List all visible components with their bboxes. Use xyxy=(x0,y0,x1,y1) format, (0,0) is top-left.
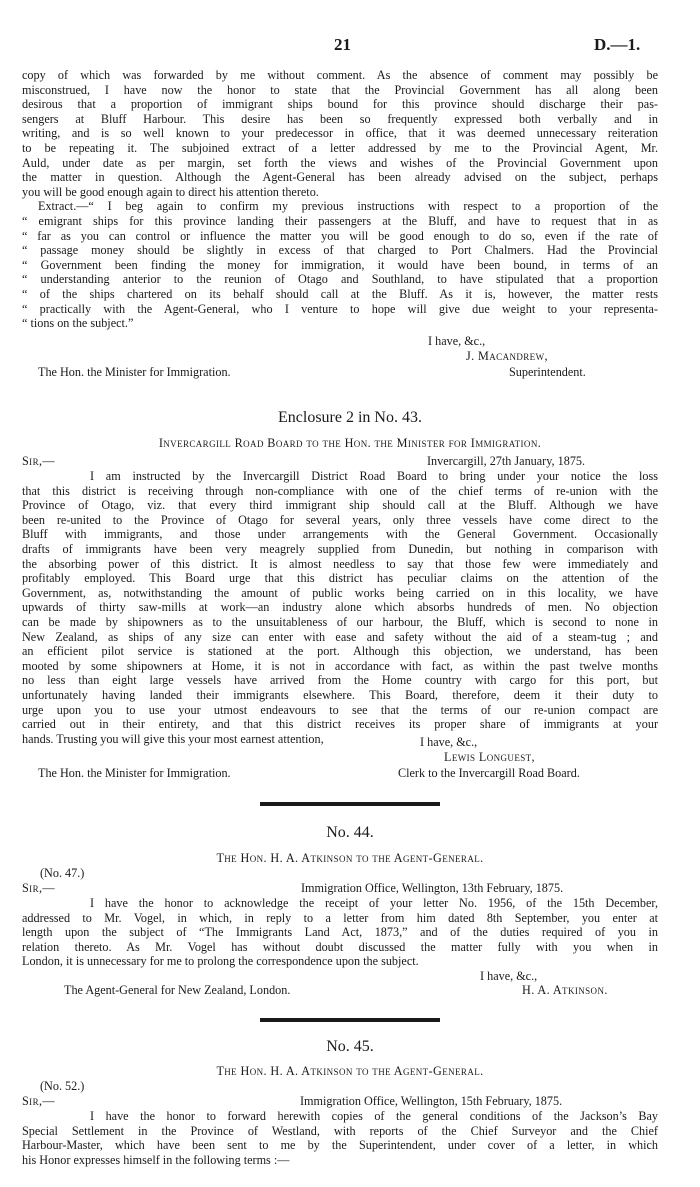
extract-line: Extract.—“ I beg again to confirm my previous instructions with respect to a proportion of the xyxy=(38,199,658,214)
section-divider xyxy=(260,1018,440,1022)
section-heading: No. 45. xyxy=(326,1038,374,1055)
text-line: no less than eight large vessels have arrived from the Home country with cargo for this port, but xyxy=(22,673,658,688)
section-subheading: The Hon. H. A. Atkinson to the Agent-General. xyxy=(216,851,484,865)
text-line: I am instructed by the Invercargill District Road Board to bring under your notice the loss xyxy=(90,469,658,483)
extract-line: “ of the ships chartered on its behalf should call at the Bluff. As it is, however, the matter rests xyxy=(22,286,658,301)
reference-number: (No. 52.) xyxy=(40,1079,85,1093)
text-line: writing, and is so well known to your predecessor in office, that it was deemed unnecessary reiteration xyxy=(22,126,658,141)
text-line: that this district is receiving through non-compliance with one of the chief terms of re-union with the xyxy=(22,483,658,498)
text-line: London, it is unnecessary for me to prolong the correspondence upon the subject. xyxy=(22,954,419,969)
closing: I have, &c., xyxy=(420,735,478,749)
text-line: New Zealand, as ships of any size can enter with ease and safety without the aid of a steam-tug ; and xyxy=(22,629,658,644)
text-line: to be repeating it. The subjoined extract of a letter addressed by me to the Provincial Agent, Mr. xyxy=(22,140,658,155)
text-line: profitably employed. This Board urge that this district has peculiar claims on the attention of the xyxy=(22,571,658,586)
text-line: I have the honor to forward herewith copies of the general conditions of the Jackson’s Bay xyxy=(90,1109,658,1123)
addressee: The Agent-General for New Zealand, London. xyxy=(64,983,291,997)
place-date: Immigration Office, Wellington, 15th February, 1875. xyxy=(300,1094,563,1108)
place-date: Immigration Office, Wellington, 13th February, 1875. xyxy=(301,881,564,895)
signatory-title: Superintendent. xyxy=(509,365,586,379)
letter-body xyxy=(22,1109,658,1167)
addressee: The Hon. the Minister for Immigration. xyxy=(38,766,231,780)
text-line: you will be good enough again to direct his attention thereto. xyxy=(22,184,319,199)
text-line: been re-united to the Province of Otago for several years, only three vessels have come direct to the xyxy=(22,512,658,527)
text-line: hands. Trusting you will give this your most earnest attention, xyxy=(22,731,324,746)
section-subheading: The Hon. H. A. Atkinson to the Agent-General. xyxy=(216,1064,484,1078)
text-line: his Honor expresses himself in the following terms :— xyxy=(22,1152,290,1167)
text-line: Auld, under date as per margin, set forth the views and wishes of the Provincial Government upon xyxy=(22,155,658,170)
section-heading: No. 44. xyxy=(326,824,374,841)
extract-line: “ far as you can control or influence the matter you will be good enough to do so, even if the rate of xyxy=(22,228,658,243)
text-line: Province of Otago, viz. that every third immigrant ship should call at the Bluff. Although we have xyxy=(22,498,658,513)
extract-line: “ tions on the subject.” xyxy=(22,316,134,331)
salutation: Sir,— xyxy=(22,881,56,895)
text-line: urge upon you to use your utmost endeavours to see that the terms of our re-union compact are xyxy=(22,702,658,717)
text-line: length upon the subject of “The Immigrants Land Act, 1873,” and of the duties required of you in xyxy=(22,925,658,940)
reference-number: (No. 47.) xyxy=(40,866,85,880)
text-line: carried out in their entirety, and that this district receives its proper share of immigrants at your xyxy=(22,717,658,732)
text-line: Harbour-Master, which have been sent to me by the Superintendent, under cover of a letter, in which xyxy=(22,1138,658,1153)
signature: Lewis Longuest, xyxy=(444,750,535,764)
closing: I have, &c., xyxy=(480,969,538,983)
extract-line: “ emigrant ships for this province landing their passengers at the Bluff, and have to request that in as xyxy=(22,213,658,228)
extract-line: “ Government been finding the money for immigration, it would have been bound, in terms of an xyxy=(22,257,658,272)
text-line: copy of which was forwarded by me without comment. As the absence of comment may possibly be xyxy=(22,68,658,82)
text-line: Bluff with immigrants, and those under arrangements with the General Government. Occasionally xyxy=(22,527,658,542)
text-line: an efficient pilot service is stationed at the port. Although this objection, we understand, has been xyxy=(22,644,658,659)
extract-line: “ understanding anterior to the reunion of Otago and Southland, to have stipulated that a proportion xyxy=(22,272,658,287)
text-line: unfortunately having landed their immigrants elsewhere. This Board, therefore, deem it their duty to xyxy=(22,687,658,702)
section-subheading: Invercargill Road Board to the Hon. the Minister for Immigration. xyxy=(158,436,542,450)
text-line: desirous that a proportion of immigrant ships bound for this province should discharge their pas- xyxy=(22,97,658,112)
letter-body xyxy=(22,68,658,331)
text-line: Government, as, notwithstanding the amount of public works being carried on in this locality, we have xyxy=(22,585,658,600)
signature: H. A. Atkinson. xyxy=(522,983,608,997)
salutation: Sir,— xyxy=(22,454,56,468)
section-divider xyxy=(260,802,440,806)
letter-body xyxy=(22,896,658,969)
text-line: relation thereto. As Mr. Vogel has without doubt discussed the matter fully with you when in xyxy=(22,939,658,954)
closing: I have, &c., xyxy=(428,334,486,348)
section-heading: Enclosure 2 in No. 43. xyxy=(278,409,422,426)
salutation: Sir,— xyxy=(22,1094,56,1108)
text-line: Special Settlement in the Province of Westland, with reports of the Chief Surveyor and the Chief xyxy=(22,1123,658,1138)
text-line: addressed to Mr. Vogel, in which, in reply to a letter from him dated 8th September, you enter at xyxy=(22,910,658,925)
text-line: upwards of thirty saw-mills at work—an industry alone which absorbs hundreds of men. No objection xyxy=(22,600,658,615)
text-line: the matter in question. Although the Agent-General has been already advised on the subject, perhaps xyxy=(22,170,658,185)
text-line: the absorbing power of this district. It is almost needless to say that those few were immediately and xyxy=(22,556,658,571)
signature: J. Macandrew, xyxy=(466,349,548,363)
text-line: sengers at Bluff Harbour. This desire has been so frequently expressed both verbally and in xyxy=(22,111,658,126)
text-line: I have the honor to acknowledge the receipt of your letter No. 1956, of the 15th December, xyxy=(90,896,658,910)
text-line: misconstrued, I have now the honor to state that the Provincial Government has all along been xyxy=(22,82,658,97)
extract-line: “ practically with the Agent-General, who I venture to hope will give due weight to your representa- xyxy=(22,301,658,316)
addressee: The Hon. the Minister for Immigration. xyxy=(38,365,231,379)
document-code: D.—1. xyxy=(594,35,641,54)
signatory-title: Clerk to the Invercargill Road Board. xyxy=(398,766,580,780)
page-number: 21 xyxy=(334,35,351,54)
place-date: Invercargill, 27th January, 1875. xyxy=(427,454,586,468)
text-line: drafts of immigrants have been very meagrely supplied from Dunedin, but nothing in comparison with xyxy=(22,541,658,556)
letter-body xyxy=(22,469,658,746)
text-line: can be made by shipowners as to the unsuitableness of our harbour, the Bluff, which is second to none in xyxy=(22,614,658,629)
extract-line: “ passage money should be slightly in excess of that charged to Port Chalmers. Had the Provincial xyxy=(22,243,658,258)
text-line: mooted by some shipowners at Home, it is not in accordance with fact, as within the past twelve months xyxy=(22,658,658,673)
